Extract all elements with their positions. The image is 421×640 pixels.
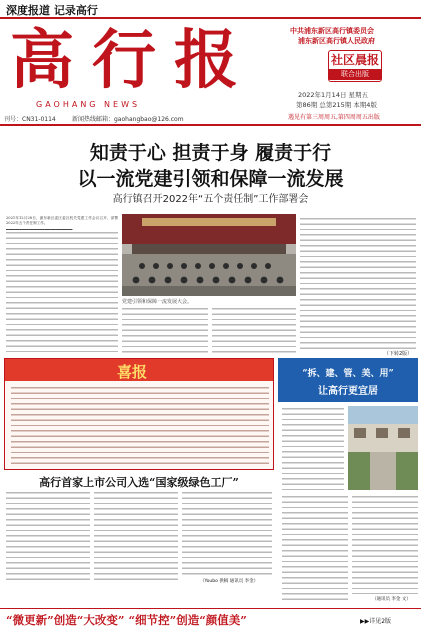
green-factory-text-1	[6, 490, 90, 584]
side-story-text-b	[282, 494, 348, 602]
masthead	[0, 20, 421, 124]
logo-sub: 联合出版	[329, 69, 381, 80]
article-text-middle-2	[212, 306, 296, 354]
masthead-email: 新闻热线邮箱：gaohangbao@126.com	[72, 116, 184, 123]
side-story-kicker: “拆、建、管、美、用”	[302, 369, 394, 379]
headline-line-1: 知责于心 担责于身 履责于行	[89, 142, 332, 164]
headline-line-2: 以一流党建引领和保障一流发展	[77, 168, 344, 190]
masthead-en-title: GAOHANG NEWS	[36, 100, 141, 109]
continued-note: （下转2版）	[384, 351, 413, 357]
bulletin-box	[4, 358, 274, 470]
masthead-title: 高行报	[10, 23, 256, 98]
side-story-text-c	[352, 494, 418, 594]
bulletin-title: 喜报	[117, 363, 148, 381]
green-factory-author: （Youbo 供稿 通讯员 李金）	[200, 579, 259, 584]
issue-date: 2022年1月14日 星期五	[298, 91, 369, 99]
green-factory-title: 高行首家上市公司入选“国家级绿色工厂”	[39, 476, 239, 489]
publishing-schedule: 遇见有第三周周五,第四周周五出版	[288, 114, 380, 121]
article-text-left	[6, 230, 118, 354]
article-text-middle	[122, 306, 208, 354]
article-text-right	[300, 216, 416, 350]
masthead-sponsor: 中共浦东新区高行镇委员会	[290, 27, 374, 35]
side-story-header	[278, 358, 418, 402]
photo-caption: 党建引领和保障一流发展大会。	[122, 299, 193, 305]
bulletin-text	[11, 385, 269, 467]
street-photo	[348, 406, 418, 490]
green-factory-text-3	[182, 490, 272, 576]
green-factory-text-2	[94, 490, 178, 584]
side-story-text-a	[282, 406, 344, 490]
headline-sub: 高行镇召开2022年“五个责任制”工作部署会	[112, 194, 309, 205]
top-rule	[0, 17, 421, 19]
bottom-headline: “微更新”创造“大改变” “细节控”创造“颜值美”	[6, 613, 247, 627]
masthead-sponsor2: 浦东新区高行镇人民政府	[298, 37, 375, 45]
community-morning-logo	[328, 50, 382, 82]
masthead-issn: 刊号：CN31-0114	[4, 116, 56, 123]
see-page-2-link[interactable]: ▶▶详见2版	[360, 618, 392, 625]
side-story-title: 让高行更宜居	[318, 386, 378, 397]
meeting-photo	[122, 214, 296, 296]
side-story-author: （通讯员 李金 文）	[372, 597, 411, 602]
masthead-rule	[0, 124, 421, 126]
issue-number: 第86期 总第215期 本期4版	[296, 101, 377, 109]
bottom-rule	[0, 608, 421, 609]
article-intro: 2021年12月28日，浦东新区委区委区机关党建工作会议召开，部署2022年五个责任制工作。	[6, 216, 118, 226]
section-label: 深度报道 记录高行	[6, 4, 98, 17]
logo-text: 社区晨报	[330, 53, 379, 67]
